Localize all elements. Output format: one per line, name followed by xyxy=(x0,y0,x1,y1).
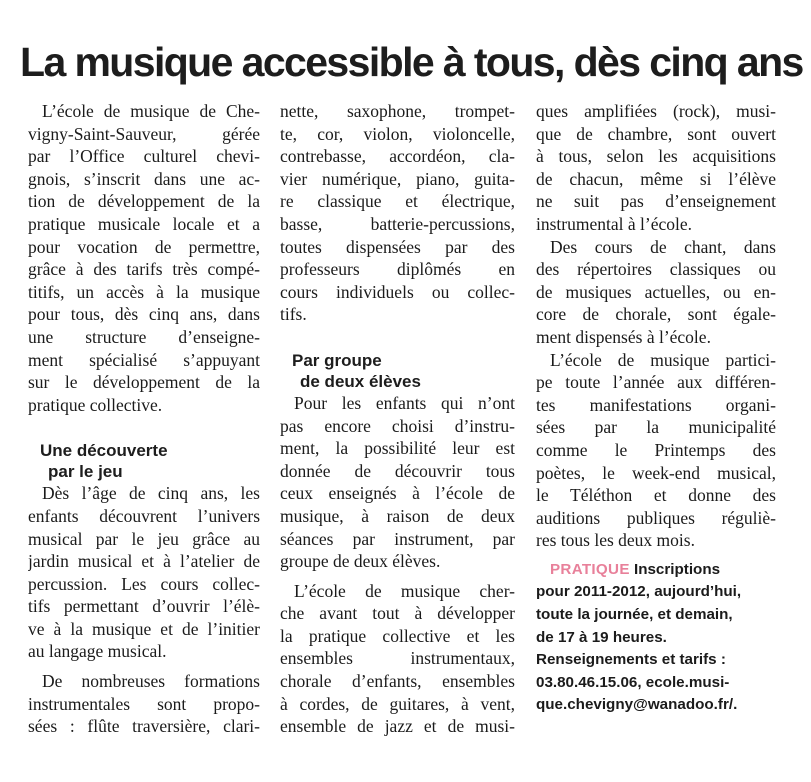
text-line: L’école de musique de Che- xyxy=(42,101,260,121)
text-line: basse, batterie-percussions, xyxy=(280,213,515,234)
text-line: à tous, selon les acquisitions xyxy=(536,146,776,167)
text-line: séances par instrument, par xyxy=(280,528,515,549)
text-line: de chacun, même si l’élève xyxy=(536,168,776,189)
text-line: sées par la municipalité xyxy=(536,417,776,438)
text-line: ment, la possibilité leur est xyxy=(280,438,515,459)
text-line: tifs permettant d’ouvrir l’élè- xyxy=(28,596,260,617)
pratique-label: PRATIQUE xyxy=(550,560,630,578)
text-line: pour 2011-2012, aujourd’hui, xyxy=(536,583,742,601)
text-line: cours individuels ou collec- xyxy=(280,281,515,302)
text-line: vier numérique, piano, guita- xyxy=(280,168,515,189)
text-line: Renseignements et tarifs : xyxy=(536,651,726,669)
text-line: sées : flûte traversière, clari- xyxy=(28,716,260,737)
text-line: Des cours de chant, dans xyxy=(550,236,776,257)
text-line: toutes dispensées par des xyxy=(280,236,515,257)
text-line: De nombreuses formations xyxy=(42,671,260,692)
text-line: auditions publiques réguliè- xyxy=(536,507,776,528)
subheading: de deux élèves xyxy=(300,371,421,391)
text-line: Pour les enfants qui n’ont xyxy=(294,392,515,413)
text-line: une structure d’enseigne- xyxy=(28,326,260,347)
text-line: pratique collective. xyxy=(28,394,163,415)
paragraph-pratique-collective xyxy=(280,580,515,738)
column-2 xyxy=(280,100,515,738)
text-line: toute la journée, et demain, xyxy=(536,606,733,624)
text-line: L’école de musique partici- xyxy=(550,349,776,370)
text-line: ensembles instrumentaux, xyxy=(280,648,515,669)
paragraph-chant xyxy=(536,236,776,349)
text-line: professeurs diplômés en xyxy=(280,259,515,280)
text-line: tes manifestations organi- xyxy=(536,394,776,415)
text-line: instrumentales sont propo- xyxy=(28,693,260,714)
column-1 xyxy=(28,100,260,738)
text-line: musique, à raison de deux xyxy=(280,505,515,526)
text-line: ensemble de jazz et de musi- xyxy=(280,716,515,737)
text-line: le Téléthon et donne des xyxy=(536,485,776,506)
column-3 xyxy=(536,100,776,717)
text-line: tion de développement de la xyxy=(28,191,260,212)
text-line: vigny-Saint-Sauveur, gérée xyxy=(28,123,260,144)
text-line: te, cor, violon, violoncelle, xyxy=(280,123,515,144)
subheading: Une découverte xyxy=(40,441,168,461)
paragraph-groupe xyxy=(280,392,515,573)
text-line: que de chambre, sont ouvert xyxy=(536,123,776,144)
text-line: jardin musical et à l’atelier de xyxy=(28,551,260,572)
text-line: par l’Office culturel chevi- xyxy=(28,146,260,167)
paragraph-formations xyxy=(28,670,260,738)
text-line: L’école de musique cher- xyxy=(294,580,515,601)
subheading: Par groupe xyxy=(292,350,382,370)
text-line: enfants découvrent l’univers xyxy=(28,505,260,526)
text-line: pas encore choisi d’instru- xyxy=(280,415,515,436)
text-line: de 17 à 19 heures. xyxy=(536,628,667,646)
text-line: poètes, le week-end musical, xyxy=(536,462,776,483)
text-line: des répertoires classiques ou xyxy=(536,259,776,280)
text-line: pour vocation de permettre, xyxy=(28,236,260,257)
text-line: donnée de découvrir tous xyxy=(280,460,515,481)
text-line: nette, saxophone, trompet- xyxy=(280,101,515,121)
text-line: de musiques actuelles, ou en- xyxy=(536,281,776,302)
paragraph-intro xyxy=(28,100,260,416)
paragraph-manifestations xyxy=(536,349,776,552)
text-line: que.chevigny@wanadoo.fr/. xyxy=(536,696,738,714)
text-line: 03.80.46.15.06, ecole.musi- xyxy=(536,673,730,691)
text-line: ment dispensés à l’école. xyxy=(536,326,711,347)
text-line: grâce à des tarifs très compé- xyxy=(28,259,260,280)
pratique-first-line xyxy=(536,559,776,582)
text-line: re classique et électrique, xyxy=(280,191,515,212)
text-line: au langage musical. xyxy=(28,641,167,662)
text-line: comme le Printemps des xyxy=(536,439,776,460)
text-line: sur le développement de la xyxy=(28,372,260,393)
text-line: tifs. xyxy=(280,304,307,325)
text-line: che avant tout à développer xyxy=(280,603,515,624)
text-line: chorale d’enfants, ensembles xyxy=(280,671,515,692)
text-line: instrumental à l’école. xyxy=(536,213,692,234)
text-line: Dès l’âge de cinq ans, les xyxy=(42,483,260,504)
headline: La musique accessible à tous, dès cinq ans xyxy=(20,39,803,85)
text-line: ment spécialisé s’appuyant xyxy=(28,349,260,370)
paragraph-decouverte xyxy=(28,482,260,663)
text-line: musical par le jeu grâce au xyxy=(28,528,260,549)
text-line: ve à la musique et de l’initier xyxy=(28,618,260,639)
text-line: titifs, un accès à la musique xyxy=(28,281,260,302)
text-line: res tous les deux mois. xyxy=(536,530,695,551)
text-line: ceux enseignés à l’école de xyxy=(280,483,515,504)
text-line: ne suit pas d’enseignement xyxy=(536,191,776,212)
text-line: pe toute l’année aux différen- xyxy=(536,372,776,393)
pratique-inscriptions: Inscriptions xyxy=(633,560,721,578)
text-line: percussion. Les cours collec- xyxy=(28,573,260,594)
text-line: la pratique collective et les xyxy=(280,625,515,646)
text-line: pour tous, dès cinq ans, dans xyxy=(28,304,260,325)
paragraph-instruments xyxy=(280,100,515,326)
pratique-box xyxy=(536,559,776,717)
text-line: core de chorale, sont égale- xyxy=(536,304,776,325)
text-line: groupe de deux élèves. xyxy=(280,551,441,572)
paragraph-ensembles xyxy=(536,100,776,236)
text-line: à cordes, de guitares, à vent, xyxy=(280,693,515,714)
text-line: ques amplifiées (rock), musi- xyxy=(536,101,776,121)
text-line: pratique musicale locale et a xyxy=(28,213,260,234)
text-line: contrebasse, accordéon, cla- xyxy=(280,146,515,167)
text-line: gnois, s’inscrit dans une ac- xyxy=(28,168,260,189)
subheading: par le jeu xyxy=(48,462,123,482)
